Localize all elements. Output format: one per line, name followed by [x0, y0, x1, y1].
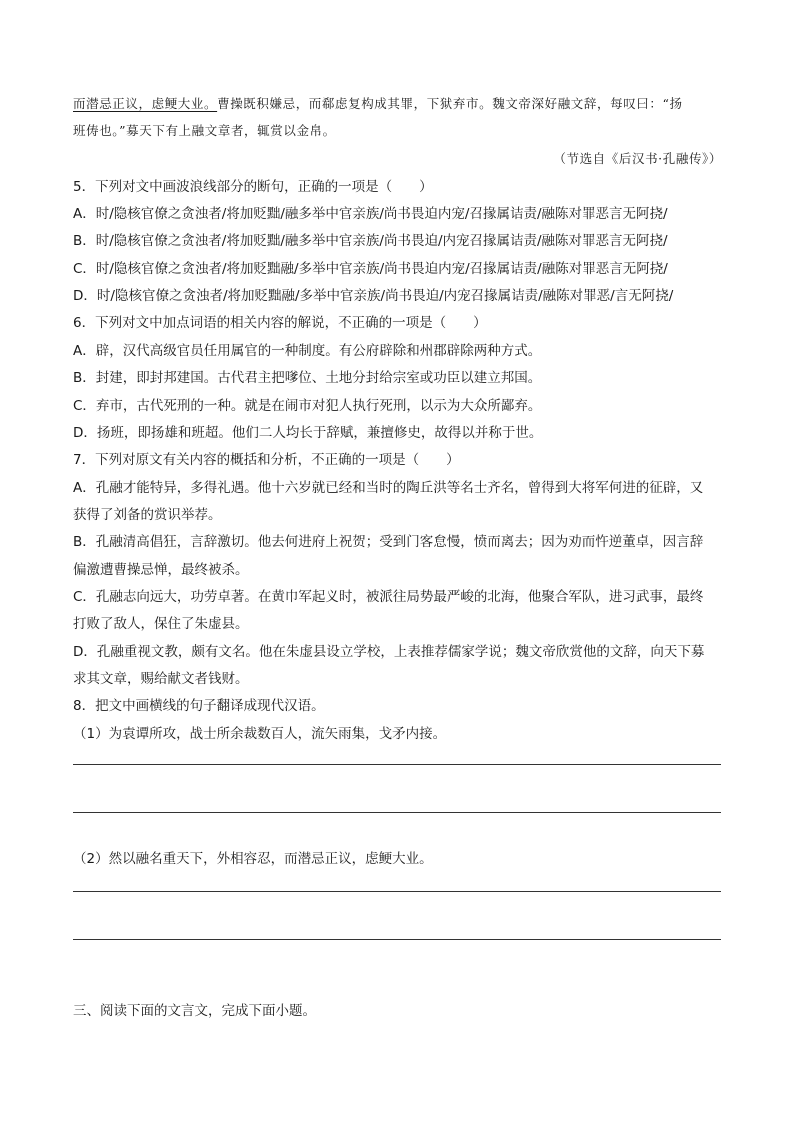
passage-line-2: 班俦也。”募天下有上融文章者，辄赏以金帛。: [73, 123, 336, 138]
q6-stem: 6．下列对文中加点词语的相关内容的解说，不正确的一项是（ ）: [73, 315, 487, 331]
q5-option-d: D．时/隐核官僚之贪浊者/将加贬黜融/多举中官亲族/尚书畏迫/内宠召掾属诘责/融陈对罪恶/言无阿挠/: [73, 288, 674, 304]
q7-stem: 7．下列对原文有关内容的概括和分析，不正确的一项是（ ）: [73, 452, 460, 468]
q7-option-a-line2: 获得了刘备的赏识举荐。: [73, 507, 222, 523]
q7-option-a-line1: A．孔融才能特异，多得礼遇。他十六岁就已经和当时的陶丘洪等名士齐名，曾得到大将军何进的征辟，又: [73, 480, 704, 496]
q8-sub2: （2）然以融名重天下，外相容忍，而潜忌正议，虑鲠大业。: [73, 851, 433, 867]
answer-line-2b[interactable]: [73, 939, 721, 940]
q5-stem: 5．下列对文中画波浪线部分的断句，正确的一项是（ ）: [73, 179, 433, 195]
q5-option-b: B．时/隐核官僚之贪浊者/将加贬黜/融多举中官亲族/尚书畏迫/内宠召掾属诘责/融陈对罪恶言无阿挠/: [73, 233, 668, 249]
answer-line-2a[interactable]: [73, 891, 721, 892]
passage-line-1: [73, 94, 683, 114]
q6-option-a: A．辟，汉代高级官员任用属官的一种制度。有公府辟除和州郡辟除两种方式。: [73, 343, 542, 359]
q7-option-c-line2: 打败了敌人，保住了朱虚县。: [73, 616, 249, 632]
q8-sub1: （1）为袁谭所攻，战士所余裁数百人，流矢雨集，戈矛内接。: [73, 726, 447, 742]
q8-stem: 8．把文中画横线的句子翻译成现代汉语。: [73, 698, 325, 714]
q7-option-c-line1: C．孔融志向远大，功劳卓著。在黄巾军起义时，被派往局势最严峻的北海，他聚合军队，进习武事，最终: [73, 589, 704, 605]
answer-line-1a[interactable]: [73, 764, 721, 765]
q7-option-b-line2: 偏激遭曹操忌惮，最终被杀。: [73, 562, 249, 578]
q7-option-d-line2: 求其文章，赐给献文者钱财。: [73, 671, 249, 687]
underlined-sentence: 而潜忌正议，虑鲠大业。: [73, 96, 218, 111]
passage-source: （节选自《后汉书·孔融传》）: [553, 151, 722, 166]
q5-option-c: C．时/隐核官僚之贪浊者/将加贬黜融/多举中官亲族/尚书畏迫内宠/召掾属诘责/融陈对罪恶言无阿挠/: [73, 261, 668, 277]
q7-option-b-line1: B．孔融清高倡狂，言辞激切。他去何进府上祝贺；受到门客怠慢，愤而离去；因为劝而忤逆董卓，因言辞: [73, 534, 704, 550]
q6-option-c: C．弃市，古代死刑的一种。就是在闹市对犯人执行死刑，以示为大众所鄙弃。: [73, 398, 542, 414]
q6-option-b: B．封建，即封邦建国。古代君主把嗲位、土地分封给宗室或功臣以建立邦国。: [73, 370, 542, 386]
q5-option-a: A．时/隐核官僚之贪浊者/将加贬黜/融多举中官亲族/尚书畏迫内宠/召掾属诘责/融陈对罪恶言无阿挠/: [73, 206, 668, 222]
q6-option-d: D．扬班，即扬雄和班超。他们二人均长于辞赋，兼擅修史，故得以并称于世。: [73, 425, 543, 441]
answer-line-1b[interactable]: [73, 812, 721, 813]
q7-option-d-line1: D．孔融重视文教，颇有文名。他在朱虚县设立学校，上表推荐儒家学说；魏文帝欣赏他的文辞，向天下募: [73, 644, 705, 660]
section-3-heading: 三、阅读下面的文言文，完成下面小题。: [73, 1003, 316, 1019]
passage-text: 曹操既积嫌忌，而郗虑复构成其罪，下狱弃市。魏文帝深好融文辞，每叹曰：“扬: [217, 96, 683, 111]
